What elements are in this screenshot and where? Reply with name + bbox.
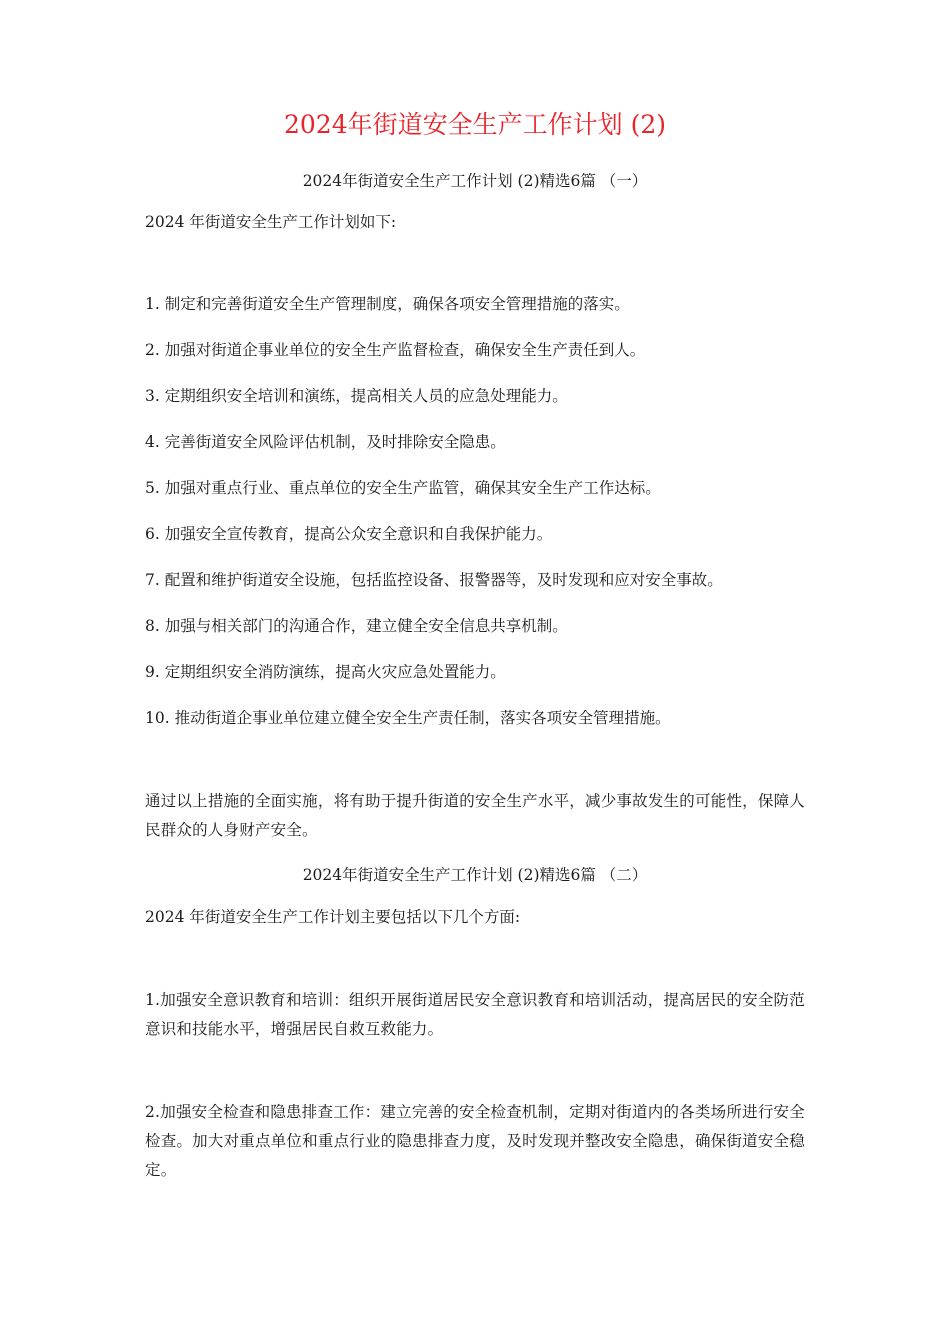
list-item: 10. 推动街道企事业单位建立健全安全生产责任制，落实各项安全管理措施。 <box>145 709 671 727</box>
document-title: 2024年街道安全生产工作计划 (2) <box>284 110 666 139</box>
section-heading-2: 2024年街道安全生产工作计划 (2)精选6篇 （二） <box>302 866 648 884</box>
list-item: 3. 定期组织安全培训和演练，提高相关人员的应急处理能力。 <box>145 387 568 405</box>
list-item: 7. 配置和维护街道安全设施，包括监控设备、报警器等，及时发现和应对安全事故。 <box>145 571 723 589</box>
list-item: 8. 加强与相关部门的沟通合作，建立健全安全信息共享机制。 <box>145 617 568 635</box>
paragraph-item: 1.加强安全意识教育和培训：组织开展街道居民安全意识教育和培训活动，提高居民的安全防范意识和技能水平，增强居民自救互救能力。 <box>145 991 805 1038</box>
list-item: 1. 制定和完善街道安全生产管理制度，确保各项安全管理措施的落实。 <box>145 295 630 313</box>
section-heading-1: 2024年街道安全生产工作计划 (2)精选6篇 （一） <box>302 172 648 190</box>
list-item: 9. 定期组织安全消防演练，提高火灾应急处置能力。 <box>145 663 506 681</box>
paragraph-item: 2.加强安全检查和隐患排查工作：建立完善的安全检查机制，定期对街道内的各类场所进行安全检查。加大对重点单位和重点行业的隐患排查力度，及时发现并整改安全隐患，确保街道安全稳定。 <box>145 1103 805 1179</box>
list-item: 2. 加强对街道企事业单位的安全生产监督检查，确保安全生产责任到人。 <box>145 341 646 359</box>
list-item: 5. 加强对重点行业、重点单位的安全生产监管，确保其安全生产工作达标。 <box>145 479 661 497</box>
section-intro-1: 2024 年街道安全生产工作计划如下: <box>145 213 397 231</box>
list-item: 4. 完善街道安全风险评估机制，及时排除安全隐患。 <box>145 433 506 451</box>
conclusion-paragraph: 通过以上措施的全面实施，将有助于提升街道的安全生产水平，减少事故发生的可能性，保障人民群众的人身财产安全。 <box>145 792 805 839</box>
section-intro-2: 2024 年街道安全生产工作计划主要包括以下几个方面: <box>145 908 521 926</box>
list-item: 6. 加强安全宣传教育，提高公众安全意识和自我保护能力。 <box>145 525 553 543</box>
